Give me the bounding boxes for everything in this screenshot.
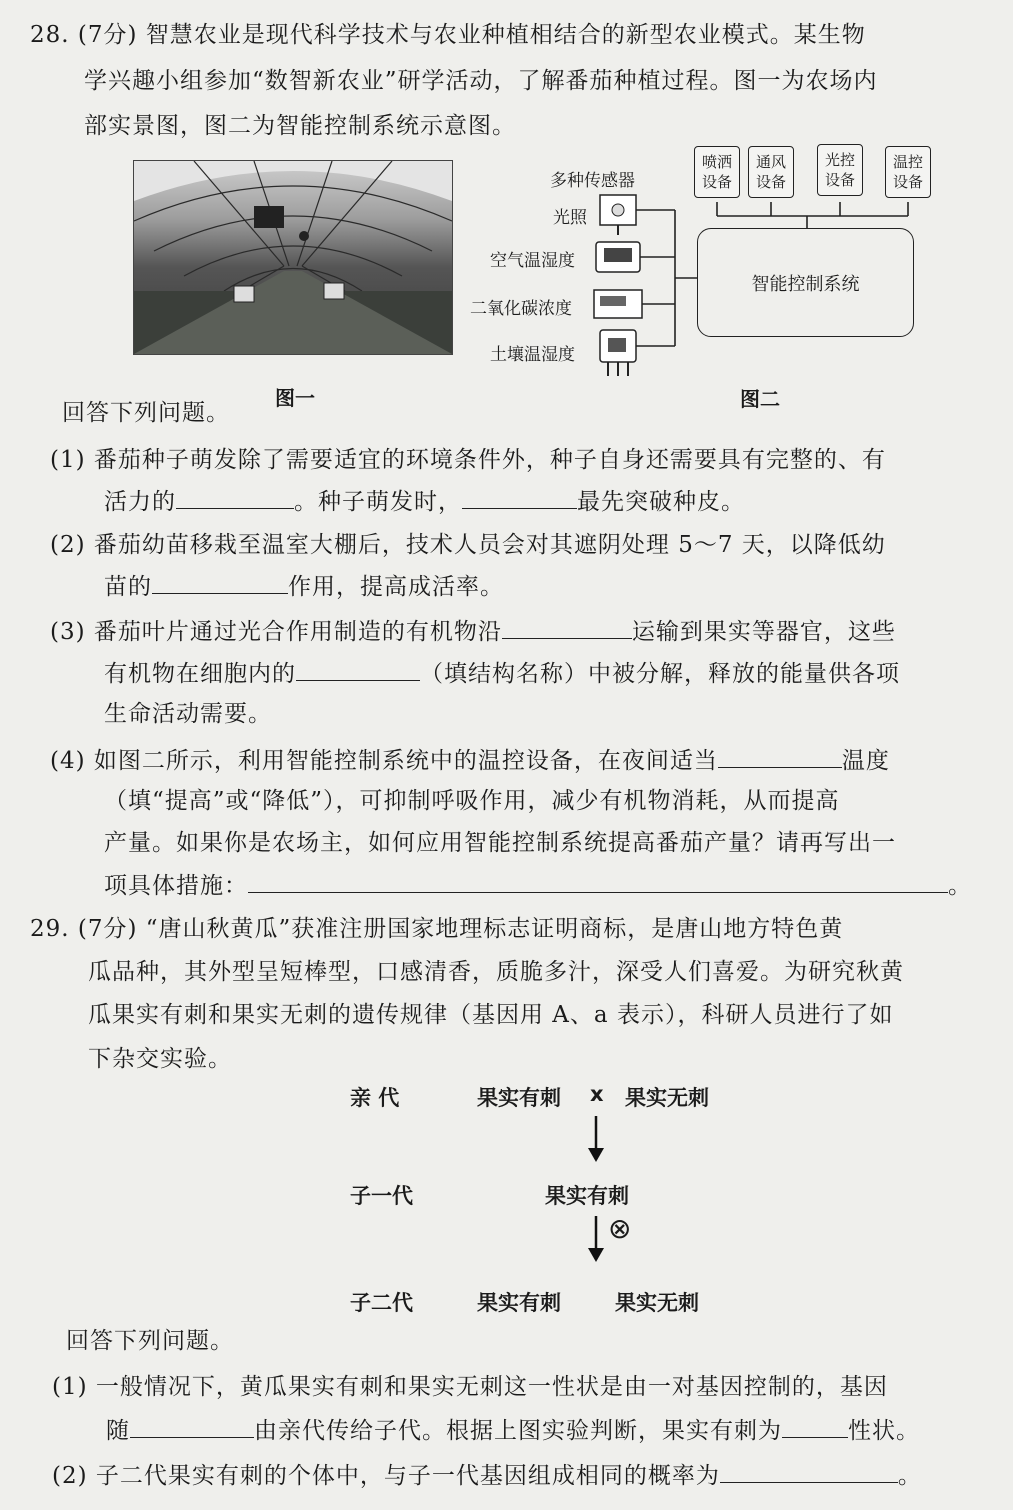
- f2-phenotype-b: 果实无刺: [615, 1291, 699, 1315]
- q29-p1-line2: [106, 1415, 920, 1446]
- q28-p3-text3: 有机物在细胞内的: [104, 661, 296, 687]
- q28-p4-line1: [50, 745, 890, 776]
- answer-blank-1-4a[interactable]: [718, 745, 842, 768]
- q28-p4-line3: 产量。如果你是农场主，如何应用智能控制系统提高番茄产量？请再写出一: [104, 830, 896, 856]
- q28-p3-text1: (3) 番茄叶片通过光合作用制造的有机物沿: [50, 619, 502, 645]
- parent-generation-label: 亲 代: [350, 1086, 400, 1110]
- q28-p4-line4: [104, 870, 972, 901]
- co2-sensor-icon: [594, 290, 642, 318]
- air-sensor-icon: [596, 242, 640, 272]
- q28-p4-text1: (4) 如图二所示，利用智能控制系统中的温控设备，在夜间适当: [50, 748, 718, 774]
- q28-p2-text1: 苗的: [104, 574, 152, 600]
- q28-p4-text3: 项具体措施：: [104, 873, 248, 899]
- q28-p1-text2: 。种子萌发时，: [294, 489, 462, 515]
- greenhouse-photo: [133, 160, 453, 355]
- light-sensor-icon: [600, 195, 636, 235]
- sensors-title: 多种传感器: [550, 171, 635, 191]
- q28-p1-text3: 最先突破种皮。: [577, 489, 745, 515]
- q28-p1-text1: 活力的: [104, 489, 176, 515]
- answer-blank-1-3b[interactable]: [296, 658, 420, 681]
- q28-p3-line1: [50, 616, 896, 647]
- answer-blank-1-4b[interactable]: [248, 870, 948, 893]
- answer-blank-1-1a[interactable]: [176, 486, 294, 509]
- f2-phenotype-a: 果实有刺: [477, 1291, 561, 1315]
- q28-p3-text4: （填结构名称）中被分解，释放的能量供各项: [420, 661, 900, 687]
- q28-p2-line2: [104, 571, 504, 602]
- f1-generation-label: 子一代: [350, 1184, 413, 1208]
- q29-answer-prompt: 回答下列问题。: [66, 1328, 234, 1354]
- q28-p3-line3: 生命活动需要。: [104, 701, 272, 727]
- q28-line3: 部实景图，图二为智能控制系统示意图。: [84, 113, 516, 139]
- self-pollination-icon: ⊗: [608, 1212, 632, 1245]
- q28-line1: 28. (7分) 智慧农业是现代科学技术与农业种植相结合的新型农业模式。某生物: [30, 22, 866, 48]
- q29-line1: 29. (7分) “唐山秋黄瓜”获准注册国家地理标志证明商标，是唐山地方特色黄: [30, 916, 844, 942]
- q29-line3: 瓜果实有刺和果实无刺的遗传规律（基因用 A、a 表示），科研人员进行了如: [88, 1002, 894, 1028]
- f1-phenotype: 果实有刺: [545, 1184, 629, 1208]
- q28-p1-line1: (1) 番茄种子萌发除了需要适宜的环境条件外，种子自身还需要具有完整的、有: [50, 447, 886, 473]
- parent-a-phenotype: 果实有刺: [477, 1086, 561, 1110]
- figure1-caption: 图一: [275, 386, 315, 410]
- q28-p2-line1: (2) 番茄幼苗移栽至温室大棚后，技术人员会对其遮阴处理 5～7 天，以降低幼: [50, 532, 886, 558]
- q28-answer-prompt: 回答下列问题。: [62, 400, 230, 426]
- q29-line2: 瓜品种，其外型呈短棒型，口感清香，质脆多汁，深受人们喜爱。为研究秋黄: [88, 959, 904, 985]
- answer-blank-1-3a[interactable]: [502, 616, 632, 639]
- q28-p4-text2: 温度: [841, 748, 890, 774]
- parent-b-phenotype: 果实无刺: [625, 1086, 709, 1110]
- q29-p2-line1: [52, 1460, 922, 1491]
- answer-blank-2-1b[interactable]: [782, 1415, 848, 1438]
- q28-p3-text2: 运输到果实等器官，这些: [631, 619, 896, 645]
- q28-p1-line2: [104, 486, 745, 517]
- figure2-caption: 图二: [740, 387, 780, 411]
- q29-p2-text2: 。: [897, 1463, 922, 1489]
- temp-control-device-box: 温控设备: [885, 146, 931, 198]
- q28-p3-line2: [104, 658, 900, 689]
- spray-device-box: 喷洒设备: [694, 146, 740, 198]
- q28-p4-line2: （填“提高”或“降低”），可抑制呼吸作用，减少有机物消耗，从而提高: [104, 788, 840, 814]
- q29-p1-text3: 性状。: [848, 1418, 920, 1444]
- f2-generation-label: 子二代: [350, 1291, 413, 1315]
- ventilation-device-box: 通风设备: [748, 146, 794, 198]
- answer-blank-1-1b[interactable]: [462, 486, 577, 509]
- q29-p1-text1: 随: [106, 1418, 130, 1444]
- smart-control-system-box: 智能控制系统: [697, 228, 914, 337]
- arrow-down-icon: [584, 1214, 608, 1264]
- sensor-label-air: 空气温湿度: [490, 251, 575, 271]
- q29-p1-line1: (1) 一般情况下，黄瓜果实有刺和果实无刺这一性状是由一对基因控制的，基因: [52, 1374, 888, 1400]
- q28-p4-text4: 。: [948, 873, 972, 899]
- sensor-label-co2: 二氧化碳浓度: [470, 299, 572, 319]
- answer-blank-2-2[interactable]: [720, 1460, 898, 1483]
- q29-p1-text2: 由亲代传给子代。根据上图实验判断，果实有刺为: [254, 1418, 782, 1444]
- arrow-down-icon: [584, 1114, 608, 1164]
- answer-blank-1-2[interactable]: [152, 571, 288, 594]
- soil-sensor-icon: [600, 330, 636, 376]
- q29-p2-text1: (2) 子二代果实有刺的个体中，与子一代基因组成相同的概率为: [52, 1463, 720, 1489]
- cross-symbol: x: [590, 1082, 604, 1106]
- sensor-label-soil: 土壤温湿度: [490, 345, 575, 365]
- answer-blank-2-1a[interactable]: [130, 1415, 254, 1438]
- q28-line2: 学兴趣小组参加“数智新农业”研学活动，了解番茄种植过程。图一为农场内: [84, 68, 878, 94]
- light-control-device-box: 光控设备: [817, 144, 863, 196]
- sensor-label-light: 光照: [553, 208, 587, 228]
- q29-line4: 下杂交实验。: [88, 1046, 232, 1072]
- q28-p2-text2: 作用，提高成活率。: [288, 574, 504, 600]
